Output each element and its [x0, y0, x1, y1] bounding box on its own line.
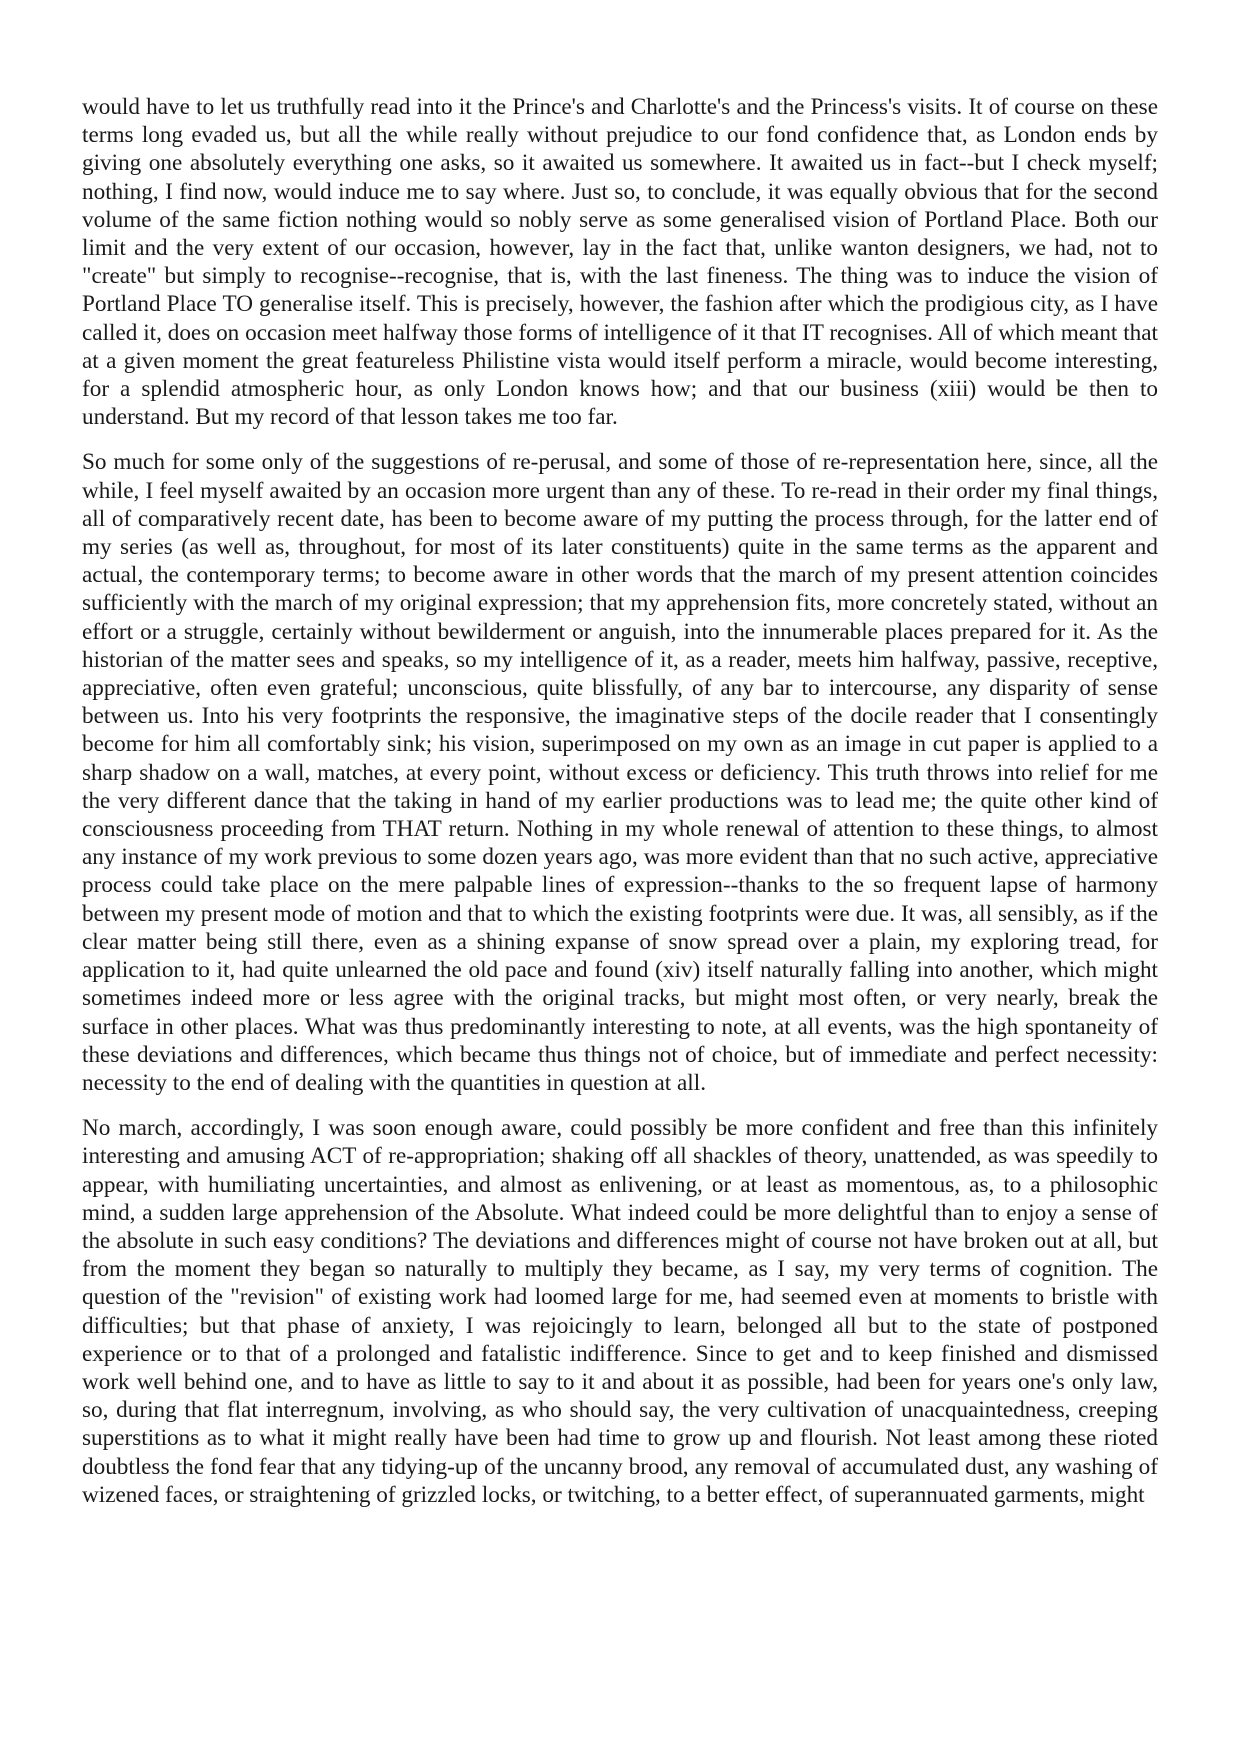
paragraph-1: would have to let us truthfully read into it the Prince's and Charlotte's and the Princess's visits. It of course on these terms long evaded us, but all the while really without prejudice to our fond confidence that, as London ends by giving one absolutely everything one asks, so it awaited us somewhere. It awaited us in fact--but I check myself; nothing, I find now, would induce me to say where. Just so, to conclude, it was equally obvious that for the second volume of the same fiction nothing would so nobly serve as some generalised vision of Portland Place. Both our limit and the very extent of our occasion, however, lay in the fact that, unlike wanton designers, we had, not to "create" but simply to recognise--recognise, that is, with the last fineness. The thing was to induce the vision of Portland Place TO generalise itself. This is precisely, however, the fashion after which the prodigious city, as I have called it, does on occasion meet halfway those forms of intelligence of it that IT recognises. All of which meant that at a given moment the great featureless Philistine vista would itself perform a miracle, would become interesting, for a splendid atmospheric hour, as only London knows how; and that our business (xiii) would be then to understand. But my record of that lesson takes me too far. — [82, 94, 1158, 431]
paragraph-3: No march, accordingly, I was soon enough aware, could possibly be more confident and free than this infinitely interesting and amusing ACT of re-appropriation; shaking off all shackles of theory, unattended, as was speedily to appear, with humiliating uncertainties, and almost as enlivening, or at least as momentous, as, to a philosophic mind, a sudden large apprehension of the Absolute. What indeed could be more delightful than to enjoy a sense of the absolute in such easy conditions? The deviations and differences might of course not have broken out at all, but from the moment they began so naturally to multiply they became, as I say, my very terms of cognition. The question of the "revision" of existing work had loomed large for me, had seemed even at moments to bristle with difficulties; but that phase of anxiety, I was rejoicingly to learn, belonged all but to the state of postponed experience or to that of a prolonged and fatalistic indifference. Since to get and to keep finished and dismissed work well behind one, and to have as little to say to it and about it as possible, had been for years one's only law, so, during that flat interregnum, involving, as who should say, the very cultivation of unacquaintedness, creeping superstitions as to what it might really have been had time to grow up and flourish. Not least among these rioted doubtless the fond fear that any tidying-up of the uncanny brood, any removal of accumulated dust, any washing of wizened faces, or straightening of grizzled locks, or twitching, to a better effect, of superannuated garments, might — [82, 1115, 1158, 1508]
paragraph-2: So much for some only of the suggestions of re-perusal, and some of those of re-representation here, since, all the while, I feel myself awaited by an occasion more urgent than any of these. To re-read in their order my final things, all of comparatively recent date, has been to become aware of my putting the process through, for the latter end of my series (as well as, throughout, for most of its later constituents) quite in the same terms as the apparent and actual, the contemporary terms; to become aware in other words that the march of my present attention coincides sufficiently with the march of my original expression; that my apprehension fits, more concretely stated, without an effort or a struggle, certainly without bewilderment or anguish, into the innumerable places prepared for it. As the historian of the matter sees and speaks, so my intelligence of it, as a reader, meets him halfway, passive, receptive, appreciative, often even grateful; unconscious, quite blissfully, of any bar to intercourse, any disparity of sense between us. Into his very footprints the responsive, the imaginative steps of the docile reader that I consentingly become for him all comfortably sink; his vision, superimposed on my own as an image in cut paper is applied to a sharp shadow on a wall, matches, at every point, without excess or deficiency. This truth throws into relief for me the very different dance that the taking in hand of my earlier productions was to lead me; the quite other kind of consciousness proceeding from THAT return. Nothing in my whole renewal of attention to these things, to almost any instance of my work previous to some dozen years ago, was more evident than that no such active, appreciative process could take place on the mere palpable lines of expression--thanks to the so frequent lapse of harmony between my present mode of motion and that to which the existing footprints were due. It was, all sensibly, as if the clear matter being still there, even as a shining expanse of snow spread over a plain, my exploring tread, for application to it, had quite unlearned the old pace and found (xiv) itself naturally falling into another, which might sometimes indeed more or less agree with the original tracks, but might most often, or very nearly, break the surface in other places. What was thus predominantly interesting to note, at all events, was the high spontaneity of these deviations and differences, which became thus things not of choice, but of immediate and perfect necessity: necessity to the end of dealing with the quantities in question at all. — [82, 449, 1158, 1096]
page-body — [82, 93, 1158, 1526]
